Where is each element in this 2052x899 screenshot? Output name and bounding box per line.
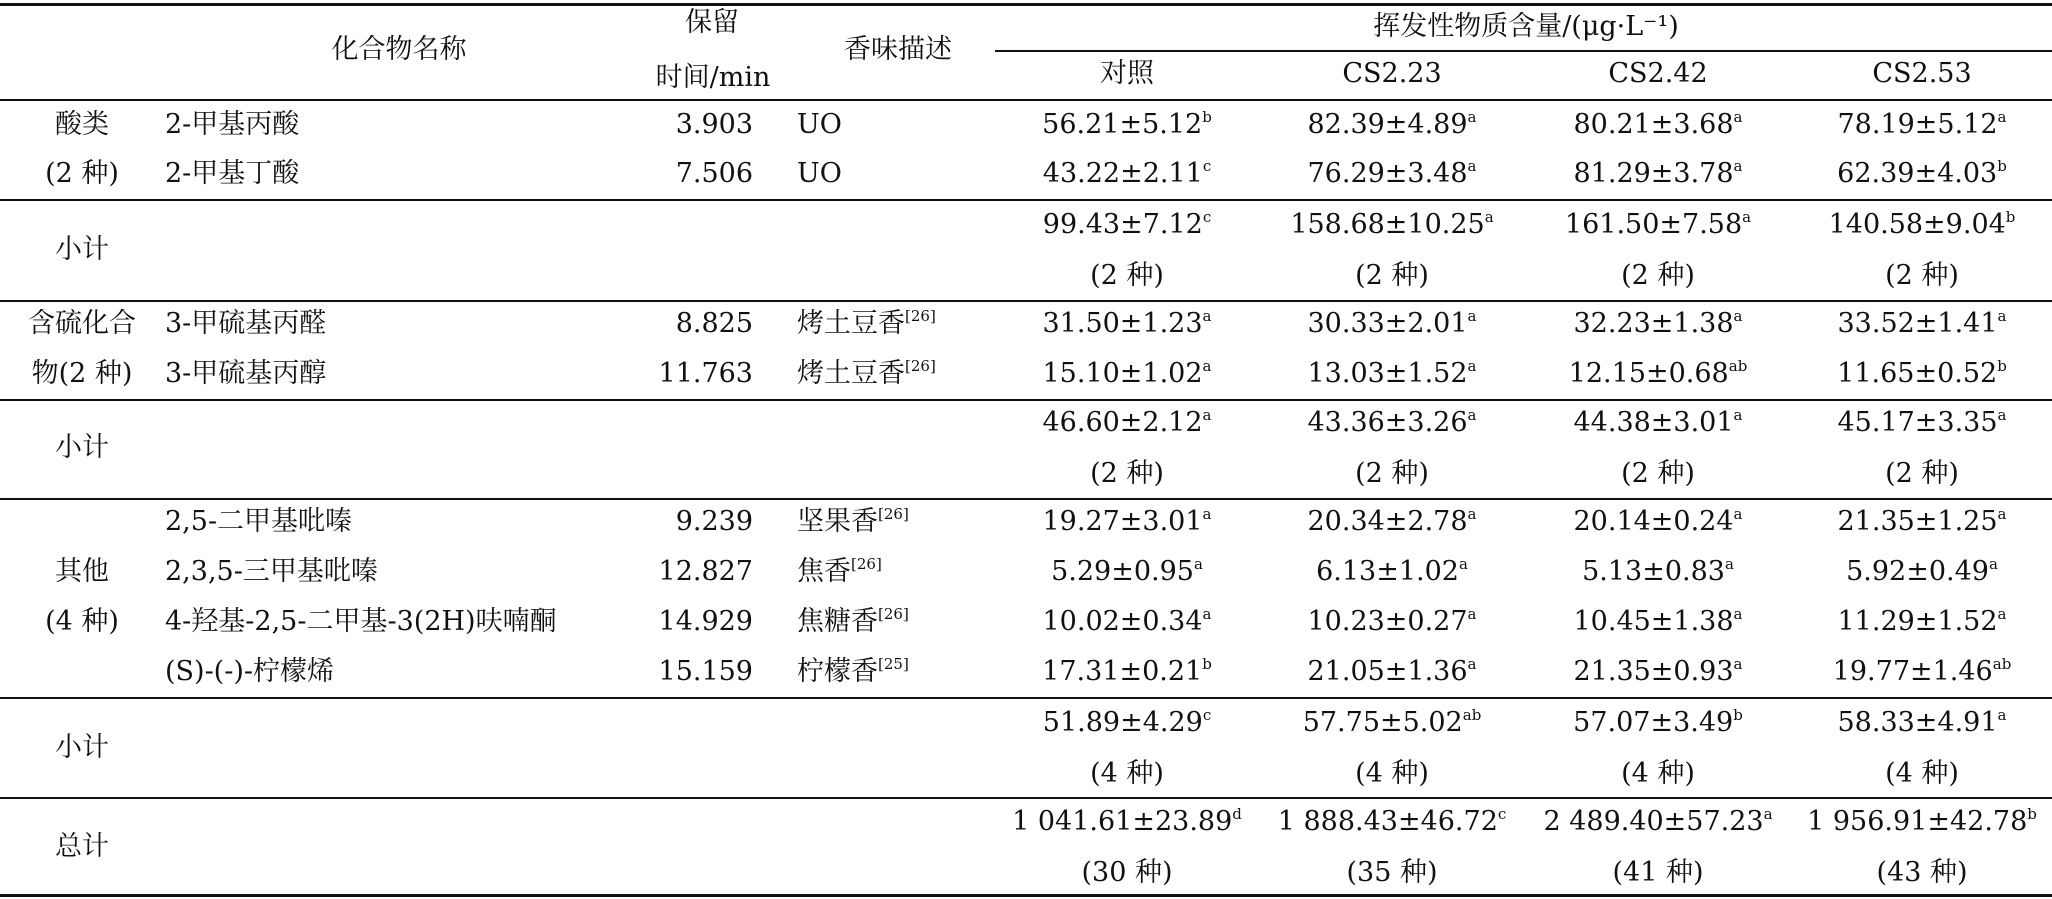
content-value: 10.23±0.27$^a$	[1307, 605, 1477, 637]
header-compound-name: 化合物名称	[331, 34, 467, 65]
content-value: 5.13±0.83$^a$	[1582, 555, 1734, 587]
subtotal-value: 161.50±7.58$^a$	[1564, 208, 1752, 240]
significance-letter: a	[1997, 108, 2007, 126]
significance-letter: a	[1733, 157, 1743, 175]
significance-letter: a	[1763, 805, 1773, 823]
content-value: 6.13±1.02$^a$	[1316, 555, 1468, 587]
total-count: (35 种)	[1346, 857, 1438, 888]
content-value: 5.29±0.95$^a$	[1051, 555, 1203, 587]
significance-letter: a	[1458, 555, 1468, 573]
significance-letter: a	[1467, 108, 1477, 126]
significance-letter: a	[1467, 505, 1477, 523]
subtotal-count: (2 种)	[1621, 458, 1695, 489]
significance-letter: a	[1202, 605, 1212, 623]
subtotal-rule	[0, 498, 2052, 500]
significance-letter: a	[1733, 307, 1743, 325]
subtotal-label: 小计	[55, 732, 109, 763]
significance-letter: a	[1202, 505, 1212, 523]
subtotal-count: (2 种)	[1885, 260, 1959, 291]
aroma-description: UO	[797, 158, 842, 189]
significance-letter: a	[1193, 555, 1203, 573]
subtotal-value: 158.68±10.25$^a$	[1290, 208, 1494, 240]
significance-letter: a	[1467, 357, 1477, 375]
subtotal-value: 46.60±2.12$^a$	[1042, 406, 1212, 438]
significance-letter: a	[1733, 406, 1743, 424]
content-value: 20.34±2.78$^a$	[1307, 505, 1477, 537]
significance-letter: ab	[1728, 357, 1748, 375]
significance-letter: c	[1202, 706, 1212, 724]
content-value: 5.92±0.49$^a$	[1846, 555, 1998, 587]
compound-name: 2,3,5-三甲基吡嗪	[165, 556, 378, 587]
content-value: 33.52±1.41$^a$	[1837, 307, 2007, 339]
content-value: 62.39±4.03$^b$	[1837, 157, 2007, 189]
header-volatile-content: 挥发性物质含量/(μg·L⁻¹)	[1373, 11, 1679, 42]
retention-time: 7.506	[675, 158, 753, 189]
content-value: 17.31±0.21$^b$	[1042, 655, 1212, 687]
significance-letter: a	[1733, 605, 1743, 623]
total-count: (30 种)	[1081, 857, 1173, 888]
subtotal-value: 57.75±5.02$^{ab}$	[1302, 706, 1482, 738]
aroma-description: 坚果香[26]	[797, 505, 909, 537]
content-value: 12.15±0.68$^{ab}$	[1568, 357, 1748, 389]
header-group-4: CS2.53	[1872, 58, 1972, 89]
significance-letter: b	[2027, 805, 2037, 823]
aroma-description: UO	[797, 109, 842, 140]
compound-name: 4-羟基-2,5-二甲基-3(2H)呋喃酮	[165, 606, 557, 637]
content-value: 21.35±0.93$^a$	[1573, 655, 1743, 687]
significance-letter: c	[1202, 157, 1212, 175]
top-rule	[0, 3, 2052, 6]
content-value: 20.14±0.24$^a$	[1573, 505, 1743, 537]
significance-letter: b	[1733, 706, 1743, 724]
header-group-1: 对照	[1100, 58, 1154, 89]
significance-letter: a	[1997, 307, 2007, 325]
content-value: 21.05±1.36$^a$	[1307, 655, 1477, 687]
significance-letter: a	[1742, 208, 1752, 226]
subtotal-count: (4 种)	[1355, 758, 1429, 789]
retention-time: 8.825	[675, 308, 753, 339]
subtotal-rule	[0, 300, 2052, 302]
category-count: 物(2 种)	[31, 358, 133, 389]
subtotal-count: (4 种)	[1090, 758, 1164, 789]
compound-name: 3-甲硫基丙醛	[165, 308, 327, 339]
compound-name: 3-甲硫基丙醇	[165, 358, 327, 389]
content-value: 19.27±3.01$^a$	[1042, 505, 1212, 537]
compound-name: 2-甲基丙酸	[165, 109, 300, 140]
reference-citation: [26]	[905, 307, 936, 325]
bottom-rule	[0, 894, 2052, 897]
subtotal-count: (2 种)	[1355, 458, 1429, 489]
content-value: 78.19±5.12$^a$	[1837, 108, 2007, 140]
aroma-description: 焦糖香[26]	[797, 605, 909, 637]
significance-letter: a	[1202, 357, 1212, 375]
significance-letter: a	[1467, 307, 1477, 325]
subtotal-value: 99.43±7.12$^c$	[1042, 208, 1212, 240]
significance-letter: a	[1202, 307, 1212, 325]
retention-time: 14.929	[658, 606, 753, 637]
significance-letter: a	[1733, 655, 1743, 673]
category-label: 含硫化合	[28, 308, 136, 339]
significance-letter: a	[1997, 505, 2007, 523]
significance-letter: a	[1467, 655, 1477, 673]
total-value: 1 041.61±23.89$^d$	[1012, 805, 1242, 837]
content-value: 43.22±2.11$^c$	[1042, 157, 1212, 189]
content-value: 19.77±1.46$^{ab}$	[1832, 655, 2012, 687]
subtotal-value: 43.36±3.26$^a$	[1307, 406, 1477, 438]
content-value: 10.45±1.38$^a$	[1573, 605, 1743, 637]
total-value: 1 956.91±42.78$^b$	[1807, 805, 2037, 837]
subtotal-value: 57.07±3.49$^b$	[1573, 706, 1743, 738]
section-rule	[0, 399, 2052, 401]
significance-letter: b	[2005, 208, 2016, 226]
header-retention-time-line2: 时间/min	[655, 62, 771, 93]
category-count: (4 种)	[45, 606, 119, 637]
subtotal-value: 51.89±4.29$^c$	[1042, 706, 1212, 738]
header-retention-time-line1: 保留	[685, 7, 739, 38]
significance-letter: a	[1997, 605, 2007, 623]
reference-citation: [25]	[878, 655, 909, 673]
content-value: 30.33±2.01$^a$	[1307, 307, 1477, 339]
content-value: 80.21±3.68$^a$	[1573, 108, 1743, 140]
header-bottom-rule	[0, 99, 2052, 101]
content-value: 15.10±1.02$^a$	[1042, 357, 1212, 389]
reference-citation: [26]	[851, 555, 882, 573]
category-label: 酸类	[55, 109, 109, 140]
total-label: 总计	[55, 831, 109, 862]
content-value: 76.29±3.48$^a$	[1307, 157, 1477, 189]
subtotal-count: (2 种)	[1355, 260, 1429, 291]
compound-name: 2-甲基丁酸	[165, 158, 300, 189]
compound-name: (S)-(-)-柠檬烯	[165, 656, 335, 687]
content-header-rule	[995, 50, 2052, 52]
reference-citation: [26]	[905, 357, 936, 375]
significance-letter: a	[1997, 706, 2007, 724]
total-count: (43 种)	[1876, 857, 1968, 888]
reference-citation: [26]	[878, 605, 909, 623]
total-value: 2 489.40±57.23$^a$	[1543, 805, 1773, 837]
content-value: 10.02±0.34$^a$	[1042, 605, 1212, 637]
content-value: 31.50±1.23$^a$	[1042, 307, 1212, 339]
subtotal-label: 小计	[55, 432, 109, 463]
subtotal-count: (4 种)	[1621, 758, 1695, 789]
significance-letter: a	[1988, 555, 1998, 573]
retention-time: 9.239	[675, 506, 753, 537]
significance-letter: a	[1202, 406, 1212, 424]
significance-letter: a	[1484, 208, 1494, 226]
significance-letter: b	[1997, 157, 2007, 175]
retention-time: 12.827	[658, 556, 753, 587]
header-aroma-description: 香味描述	[844, 34, 952, 65]
subtotal-count: (2 种)	[1090, 260, 1164, 291]
significance-letter: a	[1733, 505, 1743, 523]
subtotal-count: (2 种)	[1885, 458, 1959, 489]
subtotal-rule	[0, 797, 2052, 799]
total-value: 1 888.43±46.72$^c$	[1277, 805, 1507, 837]
content-value: 11.29±1.52$^a$	[1837, 605, 2007, 637]
subtotal-label: 小计	[55, 234, 109, 265]
category-label: 其他	[55, 556, 109, 587]
significance-letter: a	[1467, 605, 1477, 623]
compound-name: 2,5-二甲基吡嗪	[165, 506, 353, 537]
significance-letter: b	[1202, 655, 1212, 673]
subtotal-value: 44.38±3.01$^a$	[1573, 406, 1743, 438]
retention-time: 3.903	[675, 109, 753, 140]
reference-citation: [26]	[878, 505, 909, 523]
subtotal-count: (2 种)	[1090, 458, 1164, 489]
significance-letter: b	[1997, 357, 2007, 375]
total-count: (41 种)	[1612, 857, 1704, 888]
content-value: 32.23±1.38$^a$	[1573, 307, 1743, 339]
header-group-3: CS2.42	[1608, 58, 1708, 89]
content-value: 82.39±4.89$^a$	[1307, 108, 1477, 140]
aroma-description: 焦香[26]	[797, 555, 882, 587]
significance-letter: ab	[1992, 655, 2012, 673]
subtotal-value: 45.17±3.35$^a$	[1837, 406, 2007, 438]
significance-letter: b	[1202, 108, 1212, 126]
significance-letter: a	[1724, 555, 1734, 573]
significance-letter: a	[1467, 157, 1477, 175]
aroma-description: 烤土豆香[26]	[797, 357, 936, 389]
subtotal-value: 58.33±4.91$^a$	[1837, 706, 2007, 738]
content-value: 56.21±5.12$^b$	[1042, 108, 1212, 140]
content-value: 81.29±3.78$^a$	[1573, 157, 1743, 189]
content-value: 13.03±1.52$^a$	[1307, 357, 1477, 389]
significance-letter: a	[1467, 406, 1477, 424]
significance-letter: d	[1232, 805, 1242, 823]
significance-letter: c	[1497, 805, 1507, 823]
content-value: 11.65±0.52$^b$	[1837, 357, 2007, 389]
section-rule	[0, 697, 2052, 699]
significance-letter: a	[1733, 108, 1743, 126]
subtotal-value: 140.58±9.04$^b$	[1828, 208, 2016, 240]
significance-letter: ab	[1462, 706, 1482, 724]
subtotal-count: (2 种)	[1621, 260, 1695, 291]
subtotal-count: (4 种)	[1885, 758, 1959, 789]
header-group-2: CS2.23	[1342, 58, 1442, 89]
retention-time: 15.159	[658, 656, 753, 687]
content-value: 21.35±1.25$^a$	[1837, 505, 2007, 537]
significance-letter: c	[1202, 208, 1212, 226]
significance-letter: a	[1997, 406, 2007, 424]
category-count: (2 种)	[45, 158, 119, 189]
retention-time: 11.763	[658, 358, 753, 389]
aroma-description: 烤土豆香[26]	[797, 307, 936, 339]
section-rule	[0, 199, 2052, 201]
aroma-description: 柠檬香[25]	[797, 655, 909, 687]
